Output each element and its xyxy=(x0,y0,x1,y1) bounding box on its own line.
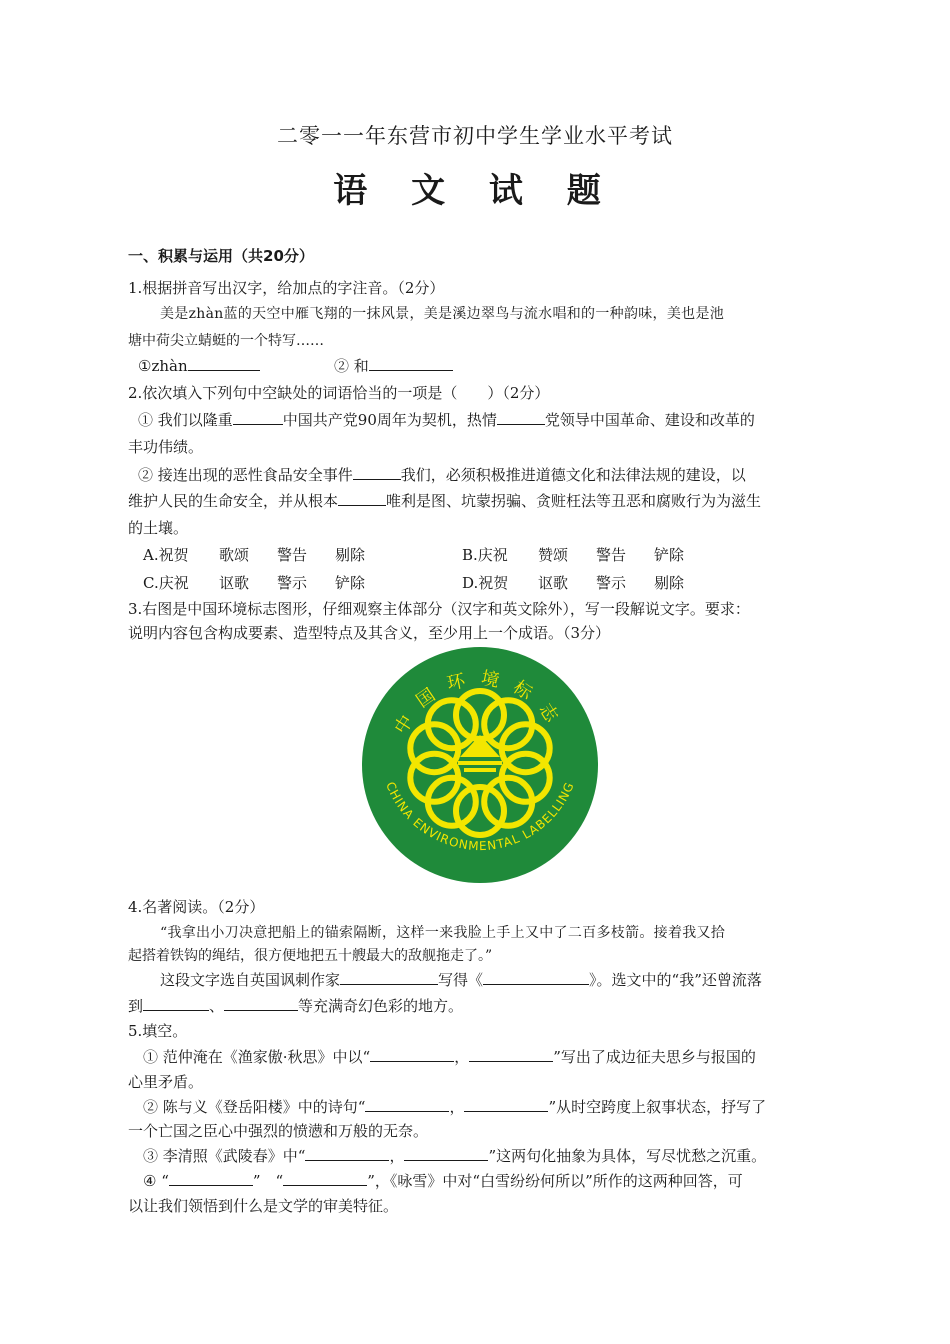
q5-stem: 5.填空。 xyxy=(128,1022,188,1040)
q4-line2-part-a: 到 xyxy=(128,997,144,1015)
logo-chinese-text: 中国环境标志 xyxy=(390,667,570,739)
q2-option-a[interactable] xyxy=(143,545,365,565)
q4-stem: 4.名著阅读。（2分） xyxy=(128,898,265,916)
q5-i4-part-b: ” “ xyxy=(252,1172,284,1190)
q2-s2-line3: 的土壤。 xyxy=(128,519,189,537)
q2-option-c-letter: C.庆祝 xyxy=(143,574,189,592)
q4-question-line1 xyxy=(160,970,762,990)
q3-line2: 说明内容包含构成要素、造型特点及其含义，至少用上一个成语。（3分） xyxy=(128,624,611,642)
q2-s1-blank1[interactable] xyxy=(233,410,283,425)
q5-i2-part-c: ”从时空跨度上叙事状态，抒写了 xyxy=(548,1098,767,1116)
q2-s1-line2: 丰功伟绩。 xyxy=(128,438,204,456)
q4-quote-line2: 起搭着铁钩的绳结，很方便地把五十艘最大的敌舰拖走了。” xyxy=(128,948,493,964)
q2-s1-part-a: ① 我们以隆重 xyxy=(138,411,233,429)
q2-s2-line2 xyxy=(128,491,761,511)
q5-item4 xyxy=(143,1171,743,1191)
q2-s2-blank2[interactable] xyxy=(338,491,386,506)
china-environmental-label-logo xyxy=(360,645,600,885)
q2-option-b-word4: 铲除 xyxy=(654,546,685,564)
q5-i4-part-c: ”，《咏雪》中对“白雪纷纷何所以”所作的这两种回答，可 xyxy=(367,1172,743,1190)
q5-i3-blank2[interactable] xyxy=(404,1146,488,1161)
q2-option-d[interactable] xyxy=(462,573,684,593)
q5-i2-line2: 一个亡国之臣心中强烈的愤懑和万般的无奈。 xyxy=(128,1122,429,1140)
q5-i2-part-a: ② 陈与义《登岳阳楼》中的诗句“ xyxy=(143,1098,366,1116)
q2-sentence2 xyxy=(138,465,746,485)
q2-option-b[interactable] xyxy=(462,545,684,565)
page-title: 语 文 试 题 xyxy=(333,171,617,211)
logo-water-line-2 xyxy=(464,768,496,772)
logo-water-line-1 xyxy=(458,761,502,765)
q4-place1-blank[interactable] xyxy=(143,996,209,1011)
q5-i3-part-b: ， xyxy=(389,1147,405,1165)
q4-book-blank[interactable] xyxy=(483,970,589,985)
logo-english-text: CHINA ENVIRONMENTAL LABELLING xyxy=(383,779,577,854)
q2-stem: 2.依次填入下列句中空缺处的词语恰当的一项是（ ）（2分） xyxy=(128,384,550,402)
q5-item3 xyxy=(143,1146,766,1166)
q1-item1 xyxy=(138,356,260,376)
q2-s2-blank1[interactable] xyxy=(353,465,401,480)
q1-passage-line2: 塘中荷尖立蜻蜓的一个特写…… xyxy=(128,333,324,349)
q2-option-c-word2: 讴歌 xyxy=(219,574,250,592)
q2-option-d-word2: 讴歌 xyxy=(538,574,569,592)
q5-item2 xyxy=(143,1097,766,1117)
q2-s1-part-b: 中国共产党90周年为契机，热情 xyxy=(282,411,497,429)
q5-i2-blank1[interactable] xyxy=(365,1097,449,1112)
q4-quote-line1: “我拿出小刀决意把船上的锚索隔断，这样一来我脸上手上又中了二百多枝箭。接着我又拾 xyxy=(160,925,726,941)
q2-option-d-word4: 剔除 xyxy=(654,574,685,592)
q1-passage-line1: 美是zhàn蓝的天空中雁飞翔的一抹风景，美是溪边翠鸟与流水唱和的一种韵味，美也是池 xyxy=(160,306,725,322)
q4-part-a: 这段文字选自英国讽刺作家 xyxy=(160,971,341,989)
q4-line2-part-c: 等充满奇幻色彩的地方。 xyxy=(298,997,464,1015)
q2-option-a-word4: 剔除 xyxy=(335,546,366,564)
q1-item2-blank[interactable] xyxy=(369,356,453,371)
q5-i1-part-b: ， xyxy=(454,1048,470,1066)
q2-s2-line2-part-b: 唯利是图、坑蒙拐骗、贪赃枉法等丑恶和腐败行为为滋生 xyxy=(386,492,762,510)
q4-line2-part-b: 、 xyxy=(209,997,225,1015)
q5-i1-blank1[interactable] xyxy=(370,1047,454,1062)
q2-option-c-word3: 警示 xyxy=(277,574,308,592)
q5-i3-blank1[interactable] xyxy=(305,1146,389,1161)
q5-i1-part-c: ”写出了成边征夫思乡与报国的 xyxy=(553,1048,756,1066)
q5-i4-line2: 以让我们领悟到什么是文学的审美特征。 xyxy=(128,1197,399,1215)
q2-option-c[interactable] xyxy=(143,573,365,593)
exam-subtitle: 二零一一年东营市初中学生学业水平考试 xyxy=(277,124,673,148)
section-heading: 一、积累与运用（共20分） xyxy=(128,247,314,265)
q4-part-b: 写得《 xyxy=(438,971,484,989)
q5-i1-line2: 心里矛盾。 xyxy=(128,1073,204,1091)
q5-i1-blank2[interactable] xyxy=(469,1047,553,1062)
q5-i4-blank2[interactable] xyxy=(283,1171,367,1186)
q2-s2-part-b: 我们，必须积极推进道德文化和法律法规的建设，以 xyxy=(400,466,746,484)
q1-item2 xyxy=(334,356,453,376)
q5-item1 xyxy=(143,1047,756,1067)
q2-option-a-letter: A.祝贺 xyxy=(143,546,189,564)
q5-i2-part-b: ， xyxy=(449,1098,465,1116)
q2-option-d-word3: 警示 xyxy=(596,574,627,592)
q2-option-d-letter: D.祝贺 xyxy=(462,574,509,592)
q4-question-line2 xyxy=(128,996,463,1016)
q2-sentence1 xyxy=(138,410,755,430)
q5-i4-part-a: ④ “ xyxy=(143,1172,169,1190)
q2-option-b-letter: B.庆祝 xyxy=(462,546,508,564)
q5-i2-blank2[interactable] xyxy=(464,1097,548,1112)
q4-part-c: 》。选文中的“我”还曾流落 xyxy=(589,971,762,989)
q2-option-b-word2: 赞颂 xyxy=(538,546,569,564)
q2-option-b-word3: 警告 xyxy=(596,546,627,564)
q2-option-a-word3: 警告 xyxy=(277,546,308,564)
q2-s2-part-a: ② 接连出现的恶性食品安全事件 xyxy=(138,466,353,484)
q2-option-a-word2: 歌颂 xyxy=(219,546,250,564)
q2-option-c-word4: 铲除 xyxy=(335,574,366,592)
q4-author-blank[interactable] xyxy=(340,970,438,985)
q3-line1: 3.右图是中国环境标志图形，仔细观察主体部分（汉字和英文除外），写一段解说文字。要求： xyxy=(128,600,750,618)
q2-s2-line2-part-a: 维护人民的生命安全，并从根本 xyxy=(128,492,339,510)
q5-i4-blank1[interactable] xyxy=(169,1171,253,1186)
q2-s1-part-c: 党领导中国革命、建设和改革的 xyxy=(544,411,755,429)
q5-i3-part-a: ③ 李清照《武陵春》中“ xyxy=(143,1147,306,1165)
q4-place2-blank[interactable] xyxy=(224,996,298,1011)
q2-s1-blank2[interactable] xyxy=(497,410,545,425)
q1-stem: 1.根据拼音写出汉字，给加点的字注音。（2分） xyxy=(128,279,445,297)
q5-i3-part-c: ”这两句化抽象为具体，写尽忧愁之沉重。 xyxy=(488,1147,767,1165)
q1-item1-label: ①zhàn xyxy=(138,357,188,375)
q1-item2-label: ② 和 xyxy=(334,357,369,375)
q5-i1-part-a: ① 范仲淹在《渔家傲·秋思》中以“ xyxy=(143,1048,371,1066)
q1-item1-blank[interactable] xyxy=(188,356,260,371)
